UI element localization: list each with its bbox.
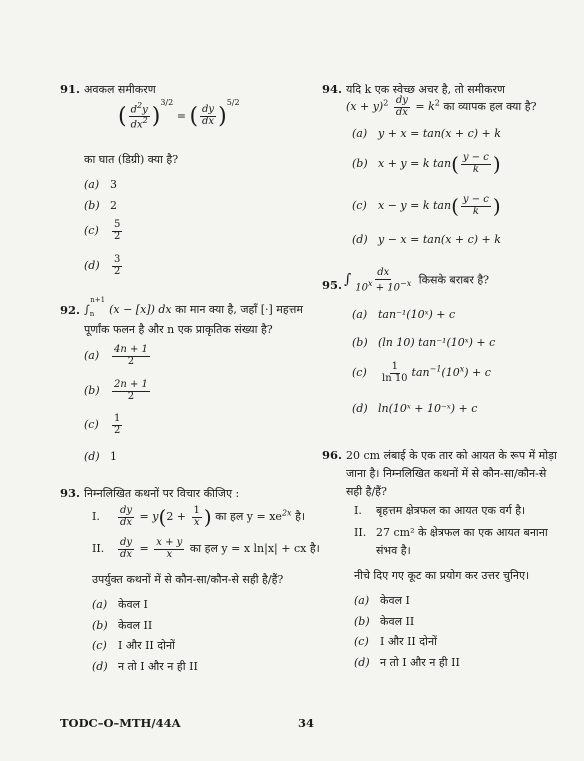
option-d[interactable]: (d) $\frac{3}{2}$ (84, 254, 121, 277)
option-b[interactable]: (b) (ln 10) tan⁻¹(10ˣ) + c (352, 336, 496, 349)
option-d[interactable]: (d) न तो I और न ही II (92, 660, 198, 673)
question-number: 91. (60, 82, 81, 96)
option-c[interactable]: (c) I और II दोनों (354, 635, 437, 648)
question-number: 92. (60, 303, 81, 317)
question-line2: पूर्णांक फलन है और n एक प्राकृतिक संख्या है? (84, 323, 273, 336)
option-b[interactable]: (b) 2 (84, 199, 117, 212)
option-d[interactable]: (d) ln(10ˣ + 10⁻ˣ) + c (352, 402, 478, 415)
question-line3: सही है/हैं? (346, 485, 387, 498)
question-number: 93. (60, 486, 81, 500)
option-a[interactable]: (a) y + x = tan(x + c) + k (352, 127, 501, 140)
question-line1: यदि k एक स्वेच्छ अचर है, तो समीकरण (346, 83, 506, 96)
question-line1: 20 cm लंबाई के एक तार को आयत के रूप में मोड़ा (346, 449, 557, 462)
option-b[interactable]: (b) केवल II (92, 619, 153, 632)
statement-1: I. बृहत्तम क्षेत्रफल का आयत एक वर्ग है। (354, 504, 526, 517)
option-d[interactable]: (d) 1 (84, 450, 117, 463)
option-c[interactable]: (c) $\frac{1}{2}$ (84, 413, 121, 436)
question-stem: $\int_n^{n+1}(x - [x])$ dx का मान क्या है, जहाँ [·] महत्तम (84, 296, 303, 319)
question-number: 96. (322, 448, 343, 462)
question-line2: $(x + y)^2$ $\frac{dy}{dx}$ = $k^2$ का व्यापक हल क्या है? (346, 95, 537, 118)
option-a[interactable]: (a) केवल I (354, 594, 410, 607)
option-d[interactable]: (d) न तो I और न ही II (354, 656, 460, 669)
option-a[interactable]: (a) tan⁻¹(10ˣ) + c (352, 308, 456, 321)
option-a[interactable]: (a) 3 (84, 178, 117, 191)
option-b[interactable]: (b) केवल II (354, 615, 415, 628)
option-c[interactable]: (c) $\frac{5}{2}$ (84, 219, 121, 242)
option-a[interactable]: (a) केवल I (92, 598, 148, 611)
question-text: उपर्युक्त कथनों में से कौन-सा/कौन-से सही है/हैं? (92, 573, 284, 586)
statement-2: II. $\frac{dy}{dx}$ = $\frac{x + y}{x}$ का हल y = x ln|x| + cx है। (92, 537, 320, 560)
question-stem: निम्नलिखित कथनों पर विचार कीजिए : (84, 487, 240, 500)
statement-2: II. 27 cm² के क्षेत्रफल का एक आयत बनाना (354, 526, 548, 539)
instruction: नीचे दिए गए कूट का प्रयोग कर उत्तर चुनिए। (354, 569, 530, 582)
statement-1: I. $\frac{dy}{dx}$ = y(2 + $\frac{1}{x}$ ) का हल $y = xe^{2x}$ है। (92, 505, 306, 529)
paper-code: TODC–O–MTH/44A (60, 716, 181, 730)
question-stem: अवकल समीकरण (84, 83, 156, 96)
option-b[interactable]: (b) $\frac{2n + 1}{2}$ (84, 379, 148, 402)
equation: ( $\frac{d^2y}{dx^2}$ )$^{3/2}$ = ( $\frac{dy}{dx}$ )$^{5/2}$ (118, 97, 240, 131)
option-a[interactable]: (a) $\frac{4n + 1}{2}$ (84, 344, 148, 367)
question-stem: ∫ $\frac{dx}{10^x + 10^{-x}}$ किसके बराबर है? (344, 267, 490, 293)
question-number: 94. (322, 82, 343, 96)
option-d[interactable]: (d) y − x = tan(x + c) + k (352, 233, 501, 246)
option-c[interactable]: (c) x − y = k tan( $\frac{y - c}{k}$ ) (352, 194, 501, 218)
page-number: 34 (298, 716, 315, 730)
question-line2: जाना है। निम्नलिखित कथनों में से कौन-सा/कौन-से (346, 467, 547, 480)
option-b[interactable]: (b) x + y = k tan( $\frac{y - c}{k}$ ) (352, 152, 501, 176)
question-tail: का घात (डिग्री) क्या है? (84, 153, 179, 166)
option-c[interactable]: (c) I और II दोनों (92, 639, 175, 652)
question-number: 95. (322, 278, 343, 292)
statement-2-cont: संभव है। (376, 544, 411, 557)
option-c[interactable]: (c) $\frac{1}{\ln 10}$ $\tan^{-1}(10^x) + c$ (352, 361, 491, 384)
